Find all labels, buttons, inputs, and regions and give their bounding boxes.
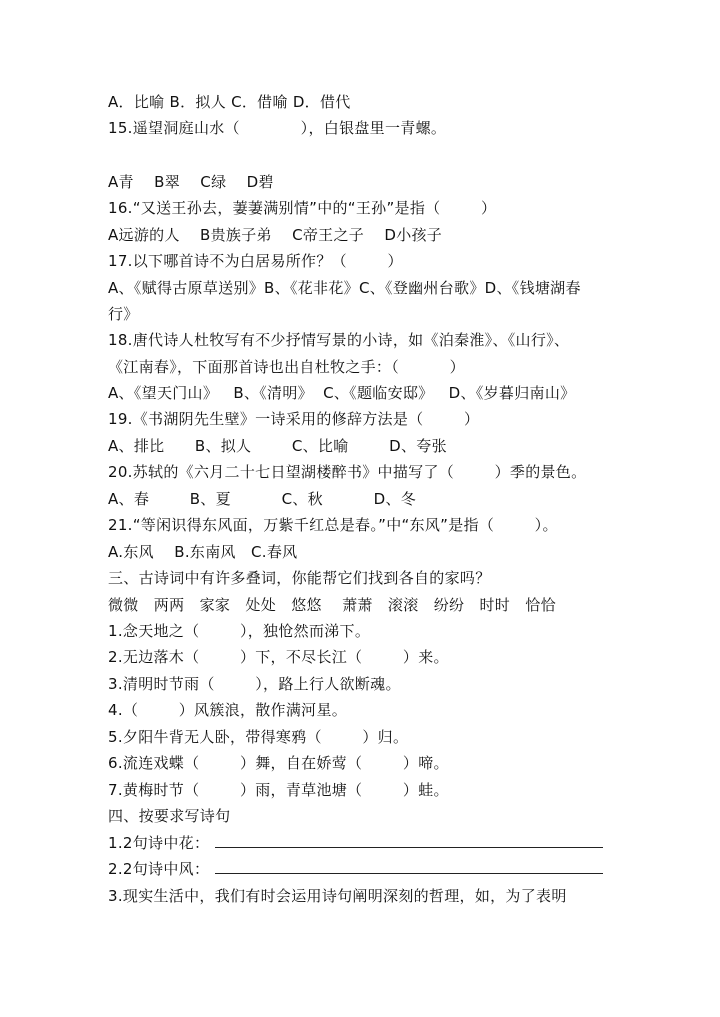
fill-item-2: 2.无边落木（ ）下，不尽长江（ ）来。 xyxy=(108,648,449,666)
fill-item-7: 7.黄梅时节（ ）雨，青草池塘（ ）蛙。 xyxy=(108,781,449,799)
write-flower-label: 1.2句诗中花： xyxy=(108,834,210,852)
q17-options: A、《赋得古原草送别》B、《花非花》C、《登幽州台歌》D、《钱塘湖春 xyxy=(108,279,581,297)
q18-question: 18.唐代诗人杜牧写有不少抒情写景的小诗，如《泊秦淮》、《山行》、 xyxy=(108,331,570,349)
q3-philosophy-prompt: 3.现实生活中，我们有时会运用诗句阐明深刻的哲理，如，为了表明 xyxy=(108,887,567,905)
write-wind-label: 2.2句诗中风： xyxy=(108,860,210,878)
write-flower-row xyxy=(108,833,603,853)
write-flower-answer-line[interactable] xyxy=(215,833,603,848)
q15-options: A青 B翠 C绿 D碧 xyxy=(108,173,274,191)
reduplicated-words: 微微 两两 家家 处处 悠悠 萧萧 滚滚 纷纷 时时 恰恰 xyxy=(108,596,556,614)
q16-question: 16.“又送王孙去，萋萋满别情”中的“王孙”是指（ ） xyxy=(108,199,497,217)
fill-item-1: 1.念天地之（ ），独怆然而涕下。 xyxy=(108,622,371,640)
q19-question: 19.《书湖阴先生壁》一诗采用的修辞方法是（ ） xyxy=(108,410,480,428)
section-3-heading: 三、古诗词中有许多叠词，你能帮它们找到各自的家吗？ xyxy=(108,569,491,587)
fill-item-5: 5.夕阳牛背无人卧，带得寒鸦（ ）归。 xyxy=(108,728,409,746)
q21-question: 21.“等闲识得东风面，万紫千红总是春。”中“东风”是指（ ）。 xyxy=(108,516,558,534)
section-4-heading: 四、按要求写诗句 xyxy=(108,807,231,825)
fill-item-4: 4.（ ）风簇浪，散作满河星。 xyxy=(108,701,348,719)
q21-options: A.东风 B.东南风 C.春风 xyxy=(108,543,298,561)
fill-item-3: 3.清明时节雨（ ），路上行人欲断魂。 xyxy=(108,675,401,693)
q16-options: A远游的人 B贵族子弟 C帝王之子 D小孩子 xyxy=(108,226,443,244)
q18-options: A、《望天门山》 B、《清明》 C、《题临安邸》 D、《岁暮归南山》 xyxy=(108,384,576,402)
q20-options: A、春 B、夏 C、秋 D、冬 xyxy=(108,490,417,508)
q19-options: A、排比 B、拟人 C、比喻 D、夸张 xyxy=(108,437,447,455)
write-wind-row xyxy=(108,859,603,879)
q20-question: 20.苏轼的《六月二十七日望湖楼醉书》中描写了（ ）季的景色。 xyxy=(108,463,587,481)
fill-item-6: 6.流连戏蝶（ ）舞，自在娇莺（ ）啼。 xyxy=(108,754,449,772)
q17-options-cont: 行》 xyxy=(108,305,139,323)
q17-question: 17.以下哪首诗不为白居易所作？（ ） xyxy=(108,252,403,270)
q18-question-cont: 《江南春》，下面那首诗也出自杜牧之手：（ ） xyxy=(108,358,465,376)
write-wind-answer-line[interactable] xyxy=(215,859,603,874)
q15-question: 15.遥望洞庭山水（ ），白银盘里一青螺。 xyxy=(108,119,447,137)
q14-options: A．比喻 B．拟人 C．借喻 D．借代 xyxy=(108,93,351,111)
